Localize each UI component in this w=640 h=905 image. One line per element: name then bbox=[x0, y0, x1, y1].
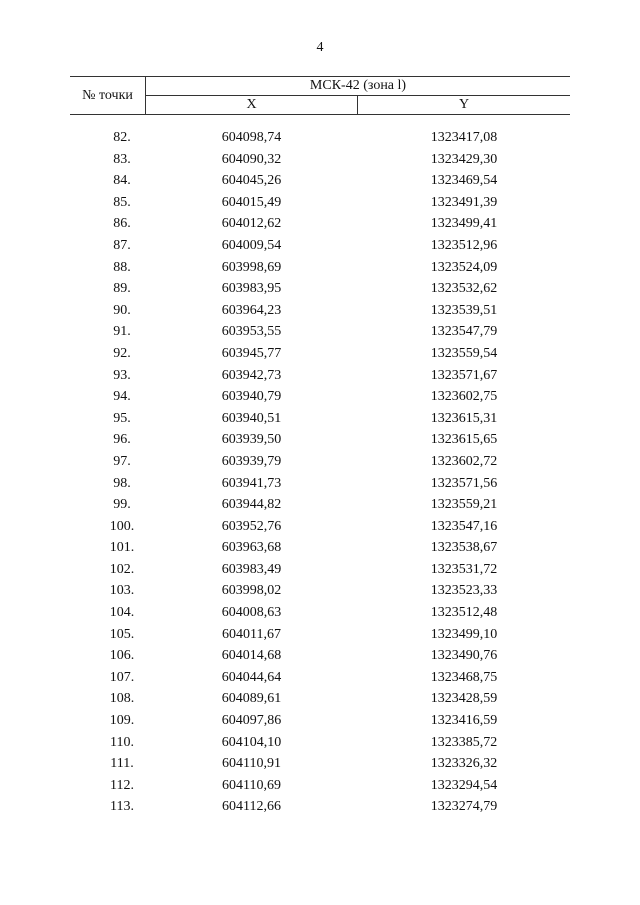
point-number-cell: 110. bbox=[110, 734, 134, 750]
y-coordinate-cell: 1323559,54 bbox=[430, 345, 498, 361]
point-number-cell: 89. bbox=[113, 281, 131, 297]
table-row bbox=[70, 408, 570, 430]
y-coordinate-cell: 1323602,72 bbox=[430, 453, 498, 469]
point-number-cell: 97. bbox=[113, 453, 131, 469]
point-number-cell: 108. bbox=[109, 691, 135, 707]
table-row bbox=[70, 602, 570, 624]
point-number-cell: 86. bbox=[113, 216, 131, 232]
x-coordinate-cell: 603964,23 bbox=[221, 302, 282, 318]
point-number-cell: 84. bbox=[113, 173, 131, 189]
y-coordinate-cell: 1323559,21 bbox=[430, 497, 498, 513]
x-coordinate-cell: 604110,91 bbox=[222, 756, 281, 772]
y-coordinate-cell: 1323531,72 bbox=[430, 561, 498, 577]
table-row bbox=[70, 580, 570, 602]
point-number-cell: 100. bbox=[109, 518, 135, 534]
x-coordinate-cell: 604090,32 bbox=[221, 151, 282, 167]
table-row bbox=[70, 235, 570, 257]
x-column-header: X bbox=[146, 96, 358, 114]
table-row bbox=[70, 386, 570, 408]
table-row bbox=[70, 192, 570, 214]
x-coordinate-cell: 603983,95 bbox=[221, 281, 282, 297]
y-coordinate-cell: 1323274,79 bbox=[430, 799, 498, 815]
x-coordinate-cell: 604098,74 bbox=[221, 130, 282, 145]
x-coordinate-cell: 603940,79 bbox=[221, 389, 282, 405]
y-coordinate-cell: 1323326,32 bbox=[430, 756, 498, 772]
point-number-cell: 101. bbox=[109, 540, 135, 556]
y-coordinate-cell: 1323417,08 bbox=[430, 130, 498, 145]
point-number-cell: 111. bbox=[110, 756, 134, 772]
x-coordinate-cell: 604045,26 bbox=[221, 173, 282, 189]
x-coordinate-cell: 604097,86 bbox=[221, 713, 282, 729]
table-row bbox=[70, 710, 570, 732]
point-number-cell: 107. bbox=[109, 669, 135, 685]
table-row bbox=[70, 732, 570, 754]
y-coordinate-cell: 1323615,31 bbox=[430, 410, 498, 426]
x-coordinate-cell: 604044,64 bbox=[221, 669, 282, 685]
x-coordinate-cell: 603942,73 bbox=[221, 367, 282, 383]
y-coordinate-cell: 1323539,51 bbox=[430, 302, 498, 318]
table-row bbox=[70, 516, 570, 538]
y-coordinate-cell: 1323571,67 bbox=[430, 367, 498, 383]
point-number-cell: 105. bbox=[109, 626, 135, 642]
x-coordinate-cell: 603940,51 bbox=[221, 410, 282, 426]
y-coordinate-cell: 1323499,41 bbox=[430, 216, 498, 232]
y-coordinate-cell: 1323524,09 bbox=[430, 259, 498, 275]
y-coordinate-cell: 1323547,79 bbox=[430, 324, 498, 340]
point-number-cell: 90. bbox=[113, 302, 131, 318]
table-row bbox=[70, 257, 570, 279]
x-coordinate-cell: 604011,67 bbox=[222, 626, 281, 642]
x-coordinate-cell: 604008,63 bbox=[221, 605, 282, 621]
table-row bbox=[70, 278, 570, 300]
x-coordinate-cell: 603941,73 bbox=[221, 475, 282, 491]
point-number-cell: 99. bbox=[113, 497, 131, 513]
table-row bbox=[70, 127, 570, 149]
x-coordinate-cell: 604110,69 bbox=[222, 777, 281, 793]
y-coordinate-cell: 1323499,10 bbox=[430, 626, 498, 642]
x-coordinate-cell: 603952,76 bbox=[221, 518, 282, 534]
table-row bbox=[70, 300, 570, 322]
table-row bbox=[70, 451, 570, 473]
page-number: 4 bbox=[316, 40, 324, 55]
x-coordinate-cell: 603945,77 bbox=[221, 345, 282, 361]
y-coordinate-cell: 1323538,67 bbox=[430, 540, 498, 556]
x-coordinate-cell: 603953,55 bbox=[221, 324, 282, 340]
x-coordinate-cell: 604104,10 bbox=[221, 734, 282, 750]
point-number-cell: 92. bbox=[113, 345, 131, 361]
x-coordinate-cell: 604015,49 bbox=[221, 194, 282, 210]
x-coordinate-cell: 603998,69 bbox=[221, 259, 282, 275]
point-number-cell: 93. bbox=[113, 367, 131, 383]
x-coordinate-cell: 603939,79 bbox=[221, 453, 282, 469]
table-header bbox=[70, 76, 570, 115]
y-coordinate-cell: 1323532,62 bbox=[430, 281, 498, 297]
table-row bbox=[70, 321, 570, 343]
y-coordinate-cell: 1323547,16 bbox=[430, 518, 498, 534]
coordinates-table-body bbox=[70, 127, 570, 818]
point-number-cell: 106. bbox=[109, 648, 135, 664]
table-row bbox=[70, 473, 570, 495]
point-number-cell: 113. bbox=[110, 799, 134, 815]
table-row bbox=[70, 365, 570, 387]
x-coordinate-cell: 603939,50 bbox=[221, 432, 282, 448]
table-row bbox=[70, 170, 570, 192]
coordinate-system-header: МСК-42 (зона l) bbox=[146, 77, 570, 96]
table-row bbox=[70, 624, 570, 646]
point-number-cell: 83. bbox=[113, 151, 131, 167]
point-number-cell: 109. bbox=[109, 713, 135, 729]
table-row bbox=[70, 429, 570, 451]
y-coordinate-cell: 1323416,59 bbox=[430, 713, 498, 729]
point-number-cell: 88. bbox=[113, 259, 131, 275]
point-number-header: № точки bbox=[70, 77, 146, 114]
x-coordinate-cell: 604012,62 bbox=[221, 216, 282, 232]
table-row bbox=[70, 494, 570, 516]
table-row bbox=[70, 149, 570, 171]
table-row bbox=[70, 213, 570, 235]
point-number-cell: 82. bbox=[113, 130, 131, 145]
y-coordinate-cell: 1323428,59 bbox=[430, 691, 498, 707]
table-row bbox=[70, 645, 570, 667]
table-row bbox=[70, 753, 570, 775]
point-number-cell: 104. bbox=[109, 605, 135, 621]
y-coordinate-cell: 1323512,96 bbox=[430, 237, 498, 253]
y-coordinate-cell: 1323602,75 bbox=[430, 389, 498, 405]
y-coordinate-cell: 1323294,54 bbox=[430, 777, 498, 793]
point-number-cell: 96. bbox=[113, 432, 131, 448]
y-coordinate-cell: 1323429,30 bbox=[430, 151, 498, 167]
x-coordinate-cell: 603983,49 bbox=[221, 561, 282, 577]
y-coordinate-cell: 1323469,54 bbox=[430, 173, 498, 189]
point-number-cell: 87. bbox=[113, 237, 131, 253]
table-row bbox=[70, 559, 570, 581]
x-coordinate-cell: 604009,54 bbox=[221, 237, 282, 253]
point-number-cell: 102. bbox=[109, 561, 135, 577]
y-coordinate-cell: 1323468,75 bbox=[430, 669, 498, 685]
y-coordinate-cell: 1323615,65 bbox=[430, 432, 498, 448]
table-row bbox=[70, 537, 570, 559]
y-coordinate-cell: 1323571,56 bbox=[430, 475, 498, 491]
x-coordinate-cell: 604014,68 bbox=[221, 648, 282, 664]
x-coordinate-cell: 603963,68 bbox=[221, 540, 282, 556]
y-column-header: Y bbox=[458, 97, 470, 112]
point-number-cell: 98. bbox=[113, 475, 131, 491]
point-number-cell: 103. bbox=[109, 583, 135, 599]
y-coordinate-cell: 1323523,33 bbox=[430, 583, 498, 599]
point-number-cell: 85. bbox=[113, 194, 131, 210]
x-coordinate-cell: 604089,61 bbox=[221, 691, 282, 707]
table-row bbox=[70, 667, 570, 689]
point-number-cell: 112. bbox=[110, 777, 134, 793]
x-coordinate-cell: 603998,02 bbox=[221, 583, 282, 599]
table-row bbox=[70, 796, 570, 818]
y-coordinate-cell: 1323512,48 bbox=[430, 605, 498, 621]
y-coordinate-cell: 1323385,72 bbox=[430, 734, 498, 750]
point-number-cell: 91. bbox=[113, 324, 131, 340]
point-number-cell: 94. bbox=[113, 389, 131, 405]
table-row bbox=[70, 775, 570, 797]
x-coordinate-cell: 604112,66 bbox=[222, 799, 281, 815]
y-coordinate-cell: 1323490,76 bbox=[430, 648, 498, 664]
table-row bbox=[70, 343, 570, 365]
table-row bbox=[70, 688, 570, 710]
point-number-cell: 95. bbox=[113, 410, 131, 426]
x-coordinate-cell: 603944,82 bbox=[221, 497, 282, 513]
y-coordinate-cell: 1323491,39 bbox=[430, 194, 498, 210]
